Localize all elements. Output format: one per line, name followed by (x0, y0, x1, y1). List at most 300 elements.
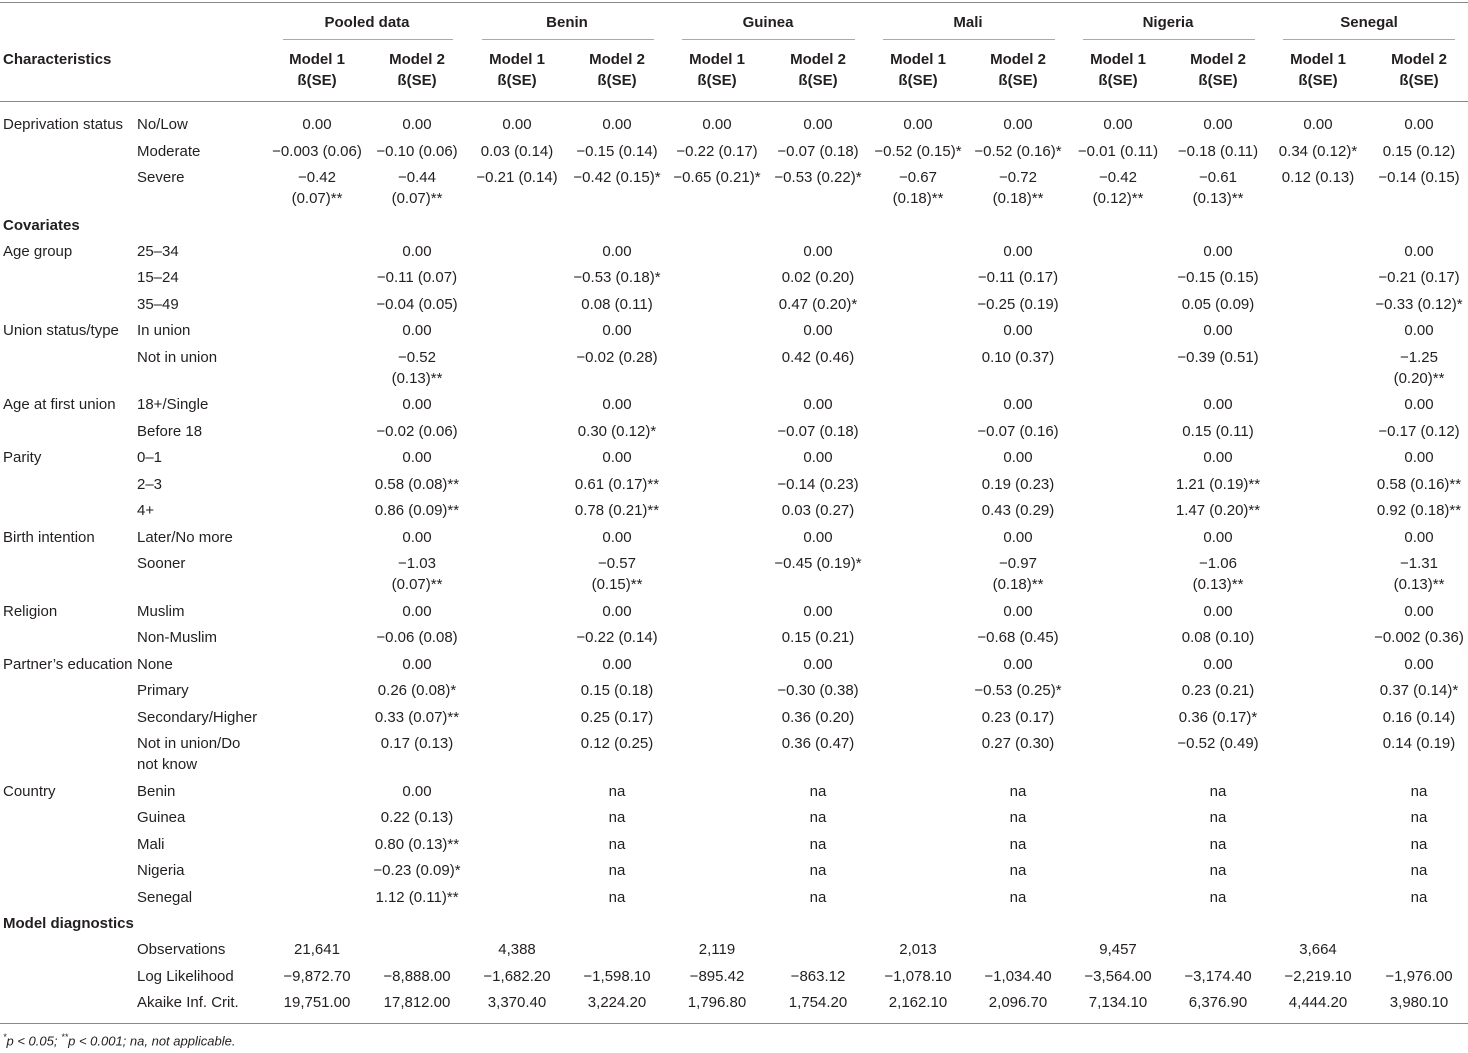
table-cell: (0.13)** (1393, 576, 1445, 593)
table-cell: 0.00 (602, 116, 632, 133)
table-cell: 0.78 (0.21)** (574, 502, 660, 519)
table-cell: 0.00 (1103, 116, 1133, 133)
table-cell: −0.42 (0.15)* (573, 169, 661, 186)
table-cell: 0.00 (402, 655, 432, 673)
table-cell: 4,444.20 (1288, 994, 1348, 1011)
table-cell: −0.11 (0.17) (977, 269, 1059, 286)
group-header-rule (283, 39, 453, 40)
table-cell: na (608, 862, 626, 879)
table-cell: −0.21 (0.17) (1378, 269, 1460, 286)
table-cell: 0.00 (1203, 396, 1233, 413)
table-cell: 0.00 (1203, 655, 1233, 673)
coefficient-header: ß(SE) (1198, 72, 1238, 89)
row-level-label: No/Low (137, 116, 188, 133)
table-cell: 2,013 (899, 941, 937, 958)
table-cell: 0.00 (1404, 242, 1434, 260)
table-cell: na (608, 835, 626, 853)
table-cell: 3,370.40 (487, 994, 547, 1011)
table-cell: na (1410, 782, 1428, 800)
table-cell: 0.23 (0.21) (1181, 682, 1255, 699)
table-cell: −0.52 (0.15)* (874, 142, 962, 160)
table-cell: −0.07 (0.18) (777, 422, 859, 440)
table-cell: na (1209, 809, 1227, 826)
table-cell: 0.36 (0.20) (781, 708, 855, 726)
table-cell: 0.00 (402, 396, 432, 413)
row-level-label: 35–49 (137, 295, 179, 313)
table-cell: −0.002 (0.36) (1374, 629, 1464, 646)
row-level-label: Non-Muslim (137, 629, 218, 646)
table-cell: 0.08 (0.11) (581, 295, 653, 313)
model-header: Model 1 (689, 51, 745, 68)
table-cell: −0.30 (0.38) (777, 682, 859, 699)
table-cell: −0.02 (0.06) (376, 422, 458, 440)
model-header: Model 1 (1290, 51, 1346, 68)
row-level-label: Before 18 (137, 422, 203, 440)
model-header: Model 1 (1090, 51, 1146, 68)
table-cell: 0.00 (402, 449, 432, 466)
table-cell: 0.37 (0.14)* (1379, 682, 1459, 699)
table-cell: −1.25 (1400, 348, 1438, 366)
table-cell: −0.61 (1199, 169, 1237, 186)
table-cell: na (809, 835, 827, 853)
table-cell: 0.10 (0.37) (981, 348, 1055, 366)
table-cell: 0.00 (602, 655, 632, 673)
table-cell: 0.00 (402, 116, 432, 133)
table-cell: −1,598.10 (583, 967, 651, 985)
row-level-label: Sooner (137, 555, 186, 572)
row-category-label: Partner’s education (3, 655, 133, 673)
table-cell: 0.00 (1203, 116, 1233, 133)
table-cell: 1.47 (0.20)** (1175, 502, 1261, 519)
table-cell: 0.23 (0.17) (981, 708, 1055, 726)
column-group-header: Pooled data (324, 14, 410, 31)
group-header-rule (482, 39, 654, 40)
table-cell: −1.03 (398, 555, 436, 572)
row-category-label: Birth intention (3, 528, 95, 546)
table-cell: 0.43 (0.29) (981, 502, 1055, 519)
table-cell: 0.00 (1203, 528, 1233, 546)
table-cell: 0.15 (0.11) (1182, 422, 1254, 440)
table-cell: −0.07 (0.18) (777, 142, 859, 160)
table-cell: 0.00 (803, 116, 833, 133)
row-level-label: not know (137, 756, 198, 773)
column-group-header: Nigeria (1142, 14, 1194, 31)
group-header-rule (682, 39, 855, 40)
footnote-marker-2: ** (61, 1032, 69, 1042)
row-level-label: Observations (137, 941, 226, 958)
table-cell: na (1410, 835, 1428, 853)
table-cell: −0.15 (0.15) (1177, 269, 1259, 286)
table-cell: 9,457 (1099, 941, 1137, 958)
table-cell: −0.003 (0.06) (272, 142, 362, 160)
table-cell: 0.80 (0.13)** (374, 835, 460, 853)
table-cell: −0.72 (999, 169, 1037, 186)
table-cell: 0.05 (0.09) (1181, 295, 1255, 313)
table-cell: na (1410, 888, 1428, 906)
table-cell: 0.36 (0.47) (781, 735, 855, 752)
model-header: Model 2 (790, 51, 846, 68)
table-cell: 1,754.20 (788, 994, 848, 1011)
group-header-rule (883, 39, 1055, 40)
row-level-label: Not in union (137, 348, 218, 366)
table-cell: 0.92 (0.18)** (1376, 502, 1462, 519)
footnote-text-1: p < 0.05; (6, 1033, 62, 1049)
table-cell: 0.16 (0.14) (1382, 708, 1456, 726)
row-category-label: Age at first union (3, 396, 116, 413)
table-cell: 0.58 (0.08)** (374, 475, 460, 493)
table-cell: 0.00 (1203, 242, 1233, 260)
table-cell: 0.00 (1404, 322, 1434, 339)
footnote-marker-1: * (3, 1032, 7, 1042)
coefficient-header: ß(SE) (597, 72, 637, 89)
table-cell: −0.11 (0.07) (376, 269, 458, 286)
table-cell: −0.53 (0.18)* (573, 269, 661, 286)
table-cell: 0.00 (803, 602, 833, 620)
table-cell: (0.13)** (1192, 576, 1244, 593)
row-level-label: 18+/Single (137, 396, 209, 413)
table-cell: 0.15 (0.18) (580, 682, 654, 699)
row-level-label: Severe (137, 169, 185, 186)
table-cell: 0.30 (0.12)* (577, 422, 657, 440)
table-cell: −0.17 (0.12) (1378, 422, 1460, 440)
table-cell: 17,812.00 (383, 994, 451, 1011)
table-cell: 0.00 (602, 242, 632, 260)
table-cell: −1,078.10 (884, 967, 952, 985)
table-cell: 0.00 (402, 602, 432, 620)
table-cell: 0.00 (803, 655, 833, 673)
characteristics-header: Characteristics (3, 51, 112, 68)
table-cell: −0.42 (298, 169, 336, 186)
table-cell: 2,119 (698, 941, 736, 958)
table-cell: 0.00 (402, 322, 432, 339)
table-cell: (0.07)** (291, 190, 343, 207)
table-cell: −0.45 (0.19)* (774, 555, 862, 572)
table-cell: 0.00 (1404, 528, 1434, 546)
table-cell: 0.15 (0.12) (1382, 142, 1456, 160)
table-cell: 0.00 (1404, 655, 1434, 673)
section-heading: Model diagnostics (3, 915, 134, 932)
table-cell: 7,134.10 (1088, 994, 1148, 1011)
table-cell: 19,751.00 (283, 994, 351, 1011)
row-level-label: Akaike Inf. Crit. (137, 994, 239, 1011)
row-level-label: None (137, 655, 173, 673)
table-cell: −0.18 (0.11) (1177, 142, 1259, 160)
table-cell: −1,976.00 (1385, 967, 1453, 985)
row-level-label: Senegal (137, 888, 193, 906)
table-cell: (0.18)** (992, 190, 1044, 207)
row-level-label: Secondary/Higher (137, 708, 258, 726)
table-cell: 0.03 (0.27) (781, 502, 855, 519)
table-cell: na (1209, 888, 1227, 906)
table-cell: −0.97 (999, 555, 1037, 572)
table-cell: 0.00 (803, 449, 833, 466)
table-cell: 0.47 (0.20)* (778, 295, 858, 313)
table-cell: −1,682.20 (483, 967, 551, 985)
table-cell: na (1009, 835, 1027, 853)
table-cell: 3,664 (1299, 941, 1337, 958)
table-cell: −1.06 (1199, 555, 1237, 572)
table-cell: 0.00 (803, 242, 833, 260)
table-cell: 0.00 (1003, 655, 1033, 673)
row-level-label: 2–3 (137, 475, 163, 493)
table-cell: −0.52 (398, 348, 436, 366)
model-header: Model 1 (489, 51, 545, 68)
table-cell: 0.00 (1404, 602, 1434, 620)
table-cell: −0.53 (0.22)* (774, 169, 862, 186)
table-cell: −2,219.10 (1284, 967, 1352, 985)
coefficient-header: ß(SE) (798, 72, 838, 89)
table-cell: na (1009, 809, 1027, 826)
table-cell: 0.00 (1203, 322, 1233, 339)
table-cell: −1.31 (1400, 555, 1438, 572)
table-cell: 0.00 (1003, 322, 1033, 339)
row-category-label: Age group (3, 242, 73, 260)
table-cell: −0.52 (0.16)* (974, 142, 1062, 160)
column-group-header: Guinea (742, 14, 794, 31)
table-cell: 0.00 (1003, 602, 1033, 620)
table-cell: −0.10 (0.06) (376, 142, 458, 160)
row-level-label: Nigeria (137, 862, 185, 879)
table-cell: −0.04 (0.05) (376, 295, 458, 313)
coefficient-header: ß(SE) (1098, 72, 1138, 89)
table-cell: −0.22 (0.14) (576, 629, 658, 646)
table-cell: 0.36 (0.17)* (1178, 708, 1258, 726)
table-cell: (0.07)** (391, 190, 443, 207)
table-cell: 0.00 (1203, 449, 1233, 466)
coefficient-header: ß(SE) (697, 72, 737, 89)
table-cell: 3,980.10 (1389, 994, 1449, 1011)
table-cell: 0.27 (0.30) (981, 735, 1055, 752)
table-cell: −9,872.70 (283, 967, 351, 985)
table-cell: 0.00 (1404, 449, 1434, 466)
coefficient-header: ß(SE) (998, 72, 1038, 89)
table-cell: (0.15)** (591, 576, 643, 593)
coefficient-header: ß(SE) (497, 72, 537, 89)
row-category-label: Union status/type (3, 322, 119, 339)
table-cell: 2,096.70 (988, 994, 1048, 1011)
table-cell: 0.34 (0.12)* (1278, 142, 1358, 160)
table-cell: 0.14 (0.19) (1382, 735, 1456, 752)
table-cell: −0.44 (398, 169, 436, 186)
table-cell: 0.00 (1003, 449, 1033, 466)
table-cell: 0.00 (1003, 242, 1033, 260)
coefficient-header: ß(SE) (397, 72, 437, 89)
table-cell: −0.14 (0.23) (777, 475, 859, 493)
table-cell: 0.86 (0.09)** (374, 502, 460, 519)
table-cell: −0.25 (0.19) (977, 295, 1059, 313)
table-cell: 0.02 (0.20) (781, 269, 855, 286)
row-level-label: Later/No more (137, 528, 233, 546)
table-cell: −0.53 (0.25)* (974, 682, 1062, 699)
table-cell: −3,174.40 (1184, 967, 1252, 985)
row-category-label: Religion (3, 602, 58, 620)
table-cell: 3,224.20 (587, 994, 647, 1011)
table-cell: na (1009, 782, 1027, 800)
table-cell: 0.42 (0.46) (781, 348, 855, 366)
row-level-label: 25–34 (137, 242, 179, 260)
model-header: Model 2 (389, 51, 445, 68)
table-cell: −0.67 (899, 169, 937, 186)
row-level-label: 4+ (137, 502, 155, 519)
coefficient-header: ß(SE) (297, 72, 337, 89)
row-level-label: Guinea (137, 809, 186, 826)
table-cell: 0.00 (602, 528, 632, 546)
table-cell: −0.33 (0.12)* (1375, 295, 1463, 313)
column-group-header: Senegal (1340, 14, 1398, 31)
table-cell: −0.15 (0.14) (576, 142, 658, 160)
table-cell: 0.03 (0.14) (480, 142, 554, 160)
table-cell: 1.21 (0.19)** (1175, 475, 1261, 493)
table-cell: (0.13)** (1192, 190, 1244, 207)
table-cell: 0.00 (402, 782, 432, 800)
table-cell: 0.00 (502, 116, 532, 133)
table-cell: 2,162.10 (888, 994, 948, 1011)
table-cell: 0.00 (1203, 602, 1233, 620)
table-cell: −3,564.00 (1084, 967, 1152, 985)
table-cell: 0.22 (0.13) (380, 809, 454, 826)
footnote-text-2: p < 0.001; na, not applicable. (68, 1033, 236, 1049)
table-cell: 0.00 (1303, 116, 1333, 133)
table-cell: 0.00 (803, 322, 833, 339)
column-group-header: Mali (953, 14, 983, 31)
table-cell: −0.68 (0.45) (977, 629, 1059, 646)
table-cell: 0.00 (1404, 396, 1434, 413)
row-category-label: Country (3, 782, 56, 800)
table-cell: 0.26 (0.08)* (377, 682, 457, 699)
table-cell: 0.08 (0.10) (1181, 629, 1255, 646)
model-header: Model 1 (890, 51, 946, 68)
model-header: Model 1 (289, 51, 345, 68)
table-cell: 0.61 (0.17)** (574, 475, 660, 493)
table-cell: −0.01 (0.11) (1077, 142, 1159, 160)
table-cell: −0.42 (1099, 169, 1137, 186)
table-cell: na (608, 782, 626, 800)
table-cell: na (608, 888, 626, 906)
table-cell: 0.00 (602, 322, 632, 339)
table-cell: −8,888.00 (383, 967, 451, 985)
table-cell: 0.00 (702, 116, 732, 133)
coefficient-header: ß(SE) (1399, 72, 1439, 89)
table-cell: −895.42 (689, 967, 745, 985)
table-cell: 1.12 (0.11)** (375, 888, 459, 906)
row-category-label: Parity (3, 449, 42, 466)
table-cell: 0.00 (1404, 116, 1434, 133)
table-cell: −0.52 (0.49) (1177, 735, 1259, 752)
row-level-label: In union (137, 322, 191, 339)
table-cell: 0.17 (0.13) (380, 735, 454, 752)
table-cell: 0.00 (602, 449, 632, 466)
row-level-label: 0–1 (137, 449, 163, 466)
model-header: Model 2 (1190, 51, 1246, 68)
table-cell: 0.00 (602, 396, 632, 413)
coefficient-header: ß(SE) (898, 72, 938, 89)
table-cell: 0.19 (0.23) (981, 475, 1055, 493)
table-cell: −0.07 (0.16) (977, 422, 1059, 440)
table-cell: na (1209, 862, 1227, 879)
table-cell: na (1209, 782, 1227, 800)
table-cell: 6,376.90 (1188, 994, 1248, 1011)
table-cell: 0.15 (0.21) (781, 629, 855, 646)
section-heading: Covariates (3, 216, 80, 234)
table-cell: 0.33 (0.07)** (374, 708, 460, 726)
row-level-label: Benin (137, 782, 176, 800)
table-cell: (0.07)** (391, 576, 443, 593)
table-cell: −0.02 (0.28) (576, 348, 658, 366)
table-cell: 0.12 (0.13) (1281, 169, 1355, 186)
table-cell: 0.00 (602, 602, 632, 620)
row-category-label: Deprivation status (3, 116, 124, 133)
row-level-label: 15–24 (137, 269, 179, 286)
table-cell: −0.23 (0.09)* (373, 862, 461, 879)
model-header: Model 2 (1391, 51, 1447, 68)
row-level-label: Log Likelihood (137, 967, 234, 985)
table-cell: (0.18)** (992, 576, 1044, 593)
table-cell: 0.00 (1003, 116, 1033, 133)
model-header: Model 2 (990, 51, 1046, 68)
table-cell: na (1009, 862, 1027, 879)
group-header-rule (1283, 39, 1455, 40)
table-cell: na (809, 888, 827, 906)
row-level-label: Primary (137, 682, 189, 699)
table-cell: 0.00 (402, 242, 432, 260)
row-level-label: Mali (137, 835, 165, 853)
table-cell: 0.12 (0.25) (580, 735, 654, 752)
top-rule (0, 2, 1468, 3)
table-cell: 0.00 (803, 528, 833, 546)
header-bottom-rule (0, 101, 1468, 102)
row-level-label: Not in union/Do (137, 735, 241, 752)
table-cell: −0.57 (598, 555, 636, 572)
table-cell: (0.18)** (892, 190, 944, 207)
table-cell: −0.39 (0.51) (1177, 348, 1259, 366)
table-footnote (3, 1032, 235, 1048)
table-cell: 0.00 (803, 396, 833, 413)
table-cell: (0.20)** (1393, 369, 1445, 387)
table-cell: −0.14 (0.15) (1378, 169, 1460, 186)
table-cell: na (809, 782, 827, 800)
table-cell: −0.21 (0.14) (476, 169, 558, 186)
model-header: Model 2 (589, 51, 645, 68)
table-cell: 0.00 (1003, 396, 1033, 413)
table-cell: na (608, 809, 626, 826)
bottom-rule (0, 1023, 1468, 1024)
table-cell: 0.00 (903, 116, 933, 133)
table-cell: (0.12)** (1092, 190, 1144, 207)
table-cell: −1,034.40 (984, 967, 1052, 985)
group-header-rule (1083, 39, 1255, 40)
table-cell: 4,388 (498, 941, 536, 958)
table-cell: −0.22 (0.17) (676, 142, 758, 160)
coefficient-header: ß(SE) (1298, 72, 1338, 89)
table-cell: 1,796.80 (687, 994, 747, 1011)
column-group-header: Benin (546, 14, 588, 31)
table-cell: 0.25 (0.17) (580, 708, 654, 726)
table-cell: na (1209, 835, 1227, 853)
table-cell: 21,641 (294, 941, 340, 958)
table-cell: −863.12 (790, 967, 846, 985)
table-cell: (0.13)** (391, 369, 443, 387)
table-cell: na (809, 862, 827, 879)
table-cell: −0.06 (0.08) (376, 629, 458, 646)
table-cell: 0.58 (0.16)** (1376, 475, 1462, 493)
row-level-label: Moderate (137, 142, 201, 160)
table-cell: na (1009, 888, 1027, 906)
table-cell: na (1410, 862, 1428, 879)
table-cell: 0.00 (402, 528, 432, 546)
table-cell: 0.00 (302, 116, 332, 133)
table-cell: 0.00 (1003, 528, 1033, 546)
table-cell: na (1410, 809, 1428, 826)
